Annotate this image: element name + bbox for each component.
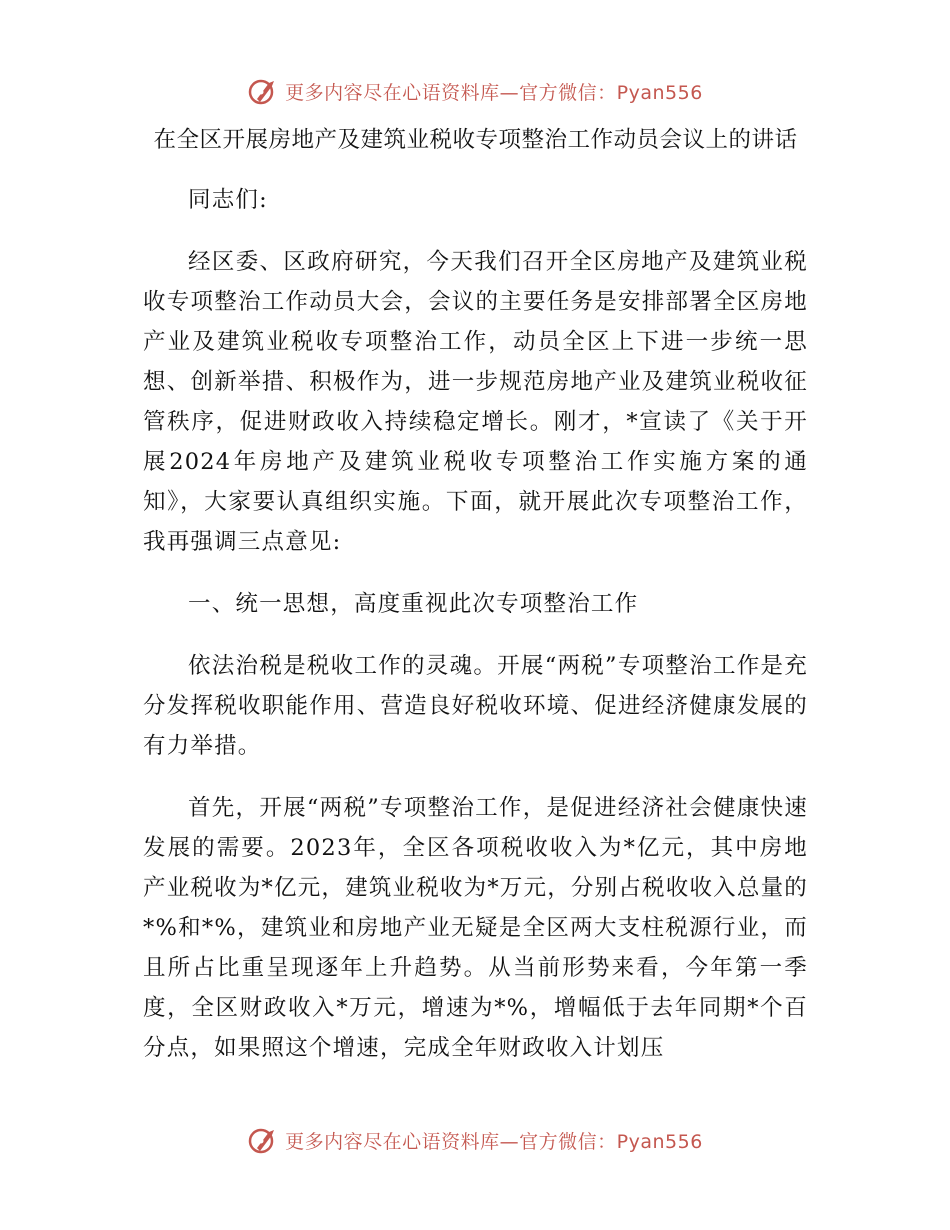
watermark-banner-top — [0, 73, 950, 109]
watermark-text: 更多内容尽在心语资料库—官方微信：Pyan556 — [285, 81, 703, 104]
watermark-text: 更多内容尽在心语资料库—官方微信：Pyan556 — [285, 1130, 703, 1153]
pen-nib-logo-icon — [247, 75, 279, 107]
document-body — [143, 120, 808, 1068]
section-heading-1: 一、统一思想，高度重视此次专项整治工作 — [188, 591, 639, 617]
paragraph-first-point: 首先，开展“两税”专项整治工作，是促进经济社会健康快速发展的需要。2023年，全区各项税收收入为*亿元，其中房地产业税收为*亿元，建筑业税收为*万元，分别占税收收入总量的*%和*%，建筑业和房地产业无疑是全区两大支柱税源行业，而且所占比重呈现逐年上升趋势。从当前形势来看，今年第一季度，全区财政收入*万元，增速为*%，增幅低于去年同期*个百分点，如果照这个增速，完成全年财政收入计划压 — [143, 795, 808, 1061]
pen-nib-logo-icon — [247, 1124, 279, 1156]
paragraph-rule-of-law: 依法治税是税收工作的灵魂。开展“两税”专项整治工作是充分发挥税收职能作用、营造良好税收环境、促进经济健康发展的有力举措。 — [143, 653, 808, 759]
greeting: 同志们: — [188, 187, 268, 213]
watermark-banner-bottom — [0, 1122, 950, 1158]
paragraph-intro: 经区委、区政府研究，今天我们召开全区房地产及建筑业税收专项整治工作动员大会，会议的主要任务是安排部署全区房地产业及建筑业税收专项整治工作，动员全区上下进一步统一思想、创新举措、积极作为，进一步规范房地产业及建筑业税收征管秩序，促进财政收入持续稳定增长。刚才，*宣读了《关于开展2024年房地产及建筑业税收专项整治工作实施方案的通知》，大家要认真组织实施。下面，就开展此次专项整治工作，我再强调三点意见: — [143, 249, 808, 555]
document-title: 在全区开展房地产及建筑业税收专项整治工作动员会议上的讲话 — [153, 127, 798, 153]
